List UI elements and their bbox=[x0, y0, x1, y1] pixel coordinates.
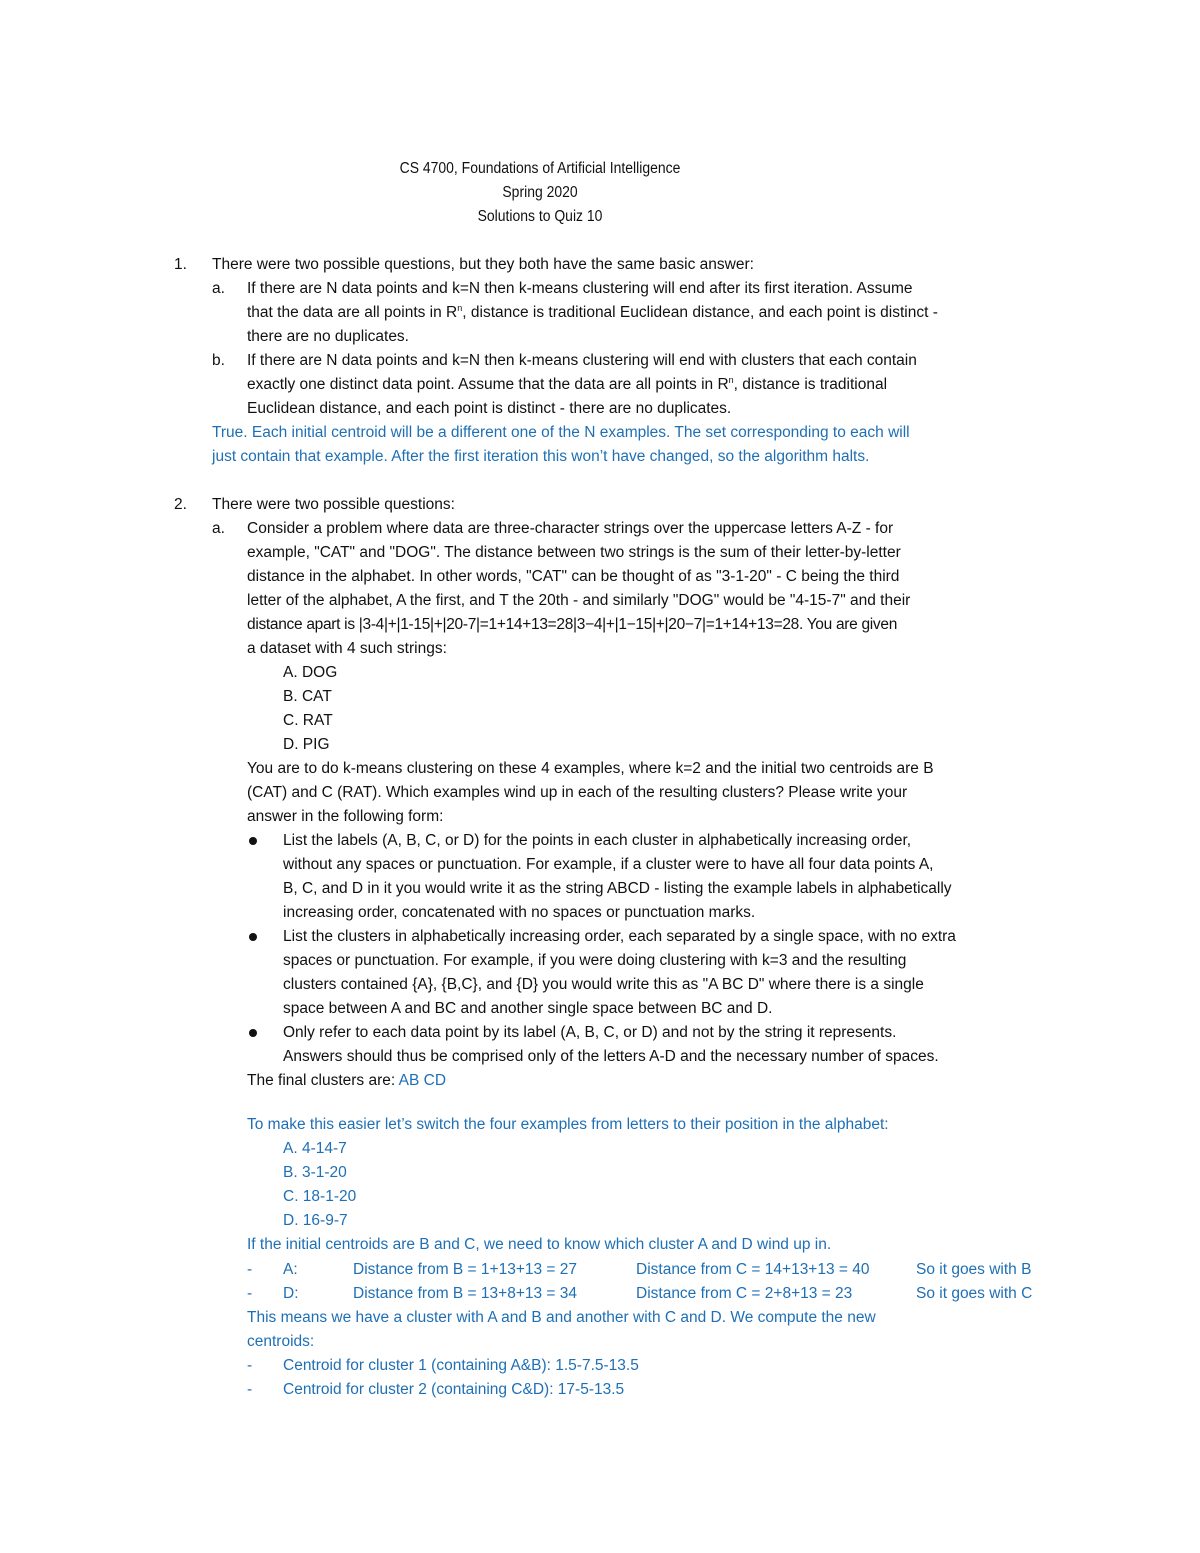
q1-a-line: that the data are all points in $R^n$, distance is traditional Euclidean distance, and each point is distinct - bbox=[247, 303, 938, 321]
dash-marker: - bbox=[247, 1285, 253, 1302]
bullet-icon bbox=[249, 933, 257, 941]
final-clusters bbox=[247, 1069, 446, 1093]
position-item: A. 4-14-7 bbox=[283, 1140, 347, 1157]
q1-answer: just contain that example. After the first iteration this won’t have changed, so the algorithm halts. bbox=[212, 448, 870, 465]
distance-point: A: bbox=[283, 1261, 298, 1278]
q2-task-line: You are to do k-means clustering on these 4 examples, where k=2 and the initial two centroids are B bbox=[247, 760, 934, 777]
position-item: D. 16-9-7 bbox=[283, 1212, 348, 1229]
q2-task-line: answer in the following form: bbox=[247, 808, 444, 825]
distance-from-c: Distance from C = 14+13+13 = 40 bbox=[636, 1261, 870, 1278]
instruction-line: B, C, and D in it you would write it as the string ABCD - listing the example labels in alphabetically bbox=[283, 880, 952, 897]
dash-marker: - bbox=[247, 1261, 253, 1278]
distance-from-b: Distance from B = 13+8+13 = 34 bbox=[353, 1285, 578, 1302]
centroid-item: Centroid for cluster 2 (containing C&D): 17-5-13.5 bbox=[283, 1381, 625, 1398]
instruction-line: spaces or punctuation. For example, if you were doing clustering with k=3 and the resulting bbox=[283, 952, 907, 969]
q2-a-line: example, "CAT" and "DOG". The distance between two strings is the sum of their letter-by-letter bbox=[247, 544, 901, 561]
instruction-line: space between A and BC and another single space between BC and D. bbox=[283, 1000, 773, 1017]
dataset-string: B. CAT bbox=[283, 688, 332, 705]
q1-b-line: Euclidean distance, and each point is distinct - there are no duplicates. bbox=[247, 400, 732, 417]
dash-marker: - bbox=[247, 1381, 253, 1398]
bullet-icon bbox=[249, 837, 257, 845]
dataset-string: A. DOG bbox=[283, 664, 338, 681]
q1-answer: True. Each initial centroid will be a different one of the N examples. The set corresponding to each will bbox=[212, 424, 910, 441]
q1-a-line: If there are N data points and k=N then k-means clustering will end after its first iteration. Assume bbox=[247, 280, 913, 297]
final-clusters-answer: AB CD bbox=[398, 1072, 447, 1089]
distance-result: So it goes with C bbox=[916, 1285, 1033, 1302]
q2-a-line: distance apart is |3-4|+|1-15|+|20-7|=1+14+13=28|3−4|+|1−15|+|20−7|=1+14+13=28. You are given bbox=[247, 616, 898, 633]
q2-a-line: Consider a problem where data are three-character strings over the uppercase letters A-Z - for bbox=[247, 520, 894, 537]
position-item: B. 3-1-20 bbox=[283, 1164, 347, 1181]
q2-a-label: a. bbox=[212, 520, 225, 537]
distance-from-c: Distance from C = 2+8+13 = 23 bbox=[636, 1285, 853, 1302]
q1-b-line: If there are N data points and k=N then k-means clustering will end with clusters that each contain bbox=[247, 352, 917, 369]
semester: Spring 2020 bbox=[502, 184, 578, 201]
q2-a-line: a dataset with 4 such strings: bbox=[247, 640, 447, 657]
centroid-item: Centroid for cluster 1 (containing A&B): 1.5-7.5-13.5 bbox=[283, 1357, 639, 1374]
q1-a-line: there are no duplicates. bbox=[247, 328, 409, 345]
instruction-line: Answers should thus be comprised only of the letters A-D and the necessary number of spaces. bbox=[283, 1048, 939, 1065]
position-item: C. 18-1-20 bbox=[283, 1188, 357, 1205]
dash-marker: - bbox=[247, 1357, 253, 1374]
q2-number: 2. bbox=[174, 496, 187, 513]
distance-from-b: Distance from B = 1+13+13 = 27 bbox=[353, 1261, 578, 1278]
instruction-line: List the labels (A, B, C, or D) for the points in each cluster in alphabetically increasing order, bbox=[283, 832, 912, 849]
distance-result: So it goes with B bbox=[916, 1261, 1032, 1278]
instruction-line: List the clusters in alphabetically increasing order, each separated by a single space, with no extra bbox=[283, 928, 956, 945]
q2-intro: There were two possible questions: bbox=[212, 496, 455, 513]
q1-a-label: a. bbox=[212, 280, 225, 297]
centroids-note: If the initial centroids are B and C, we need to know which cluster A and D wind up in. bbox=[247, 1236, 832, 1253]
q1-intro: There were two possible questions, but they both have the same basic answer: bbox=[212, 256, 754, 273]
instruction-line: clusters contained {A}, {B,C}, and {D} you would write this as "A BC D" where there is a single bbox=[283, 976, 924, 993]
means-note: This means we have a cluster with A and B and another with C and D. We compute the new bbox=[247, 1309, 876, 1326]
course-title: CS 4700, Foundations of Artificial Intelligence bbox=[399, 160, 681, 177]
q1-number: 1. bbox=[174, 256, 187, 273]
final-clusters-label: The final clusters are: bbox=[247, 1072, 396, 1089]
bullet-icon bbox=[249, 1029, 257, 1037]
instruction-line: increasing order, concatenated with no spaces or punctuation marks. bbox=[283, 904, 756, 921]
instruction-line: without any spaces or punctuation. For example, if a cluster were to have all four data points A, bbox=[283, 856, 934, 873]
dataset-string: D. PIG bbox=[283, 736, 330, 753]
document-title: Solutions to Quiz 10 bbox=[477, 208, 603, 225]
q2-task-line: (CAT) and C (RAT). Which examples wind up in each of the resulting clusters? Please write your bbox=[247, 784, 908, 801]
means-note: centroids: bbox=[247, 1333, 315, 1350]
distance-point: D: bbox=[283, 1285, 299, 1302]
dataset-string: C. RAT bbox=[283, 712, 333, 729]
q2-a-line: letter of the alphabet, A the first, and T the 20th - and similarly "DOG" would be "4-15-7" and their bbox=[247, 592, 911, 609]
q1-b-label: b. bbox=[212, 352, 225, 369]
instruction-line: Only refer to each data point by its label (A, B, C, or D) and not by the string it represents. bbox=[283, 1024, 897, 1041]
solution-intro: To make this easier let’s switch the four examples from letters to their position in the alphabet: bbox=[247, 1116, 889, 1133]
q2-a-line: distance in the alphabet. In other words, "CAT" can be thought of as "3-1-20" - C being the third bbox=[247, 568, 900, 585]
q1-b-line: exactly one distinct data point. Assume that the data are all points in $R^n$, distance is traditional bbox=[247, 375, 888, 393]
